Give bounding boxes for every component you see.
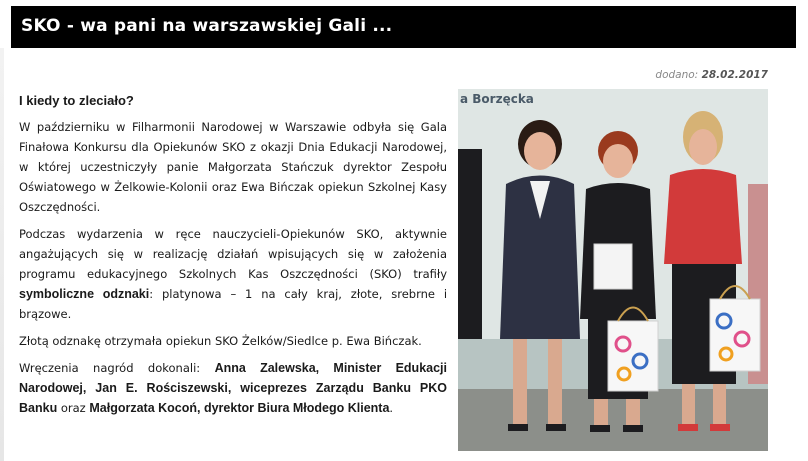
paragraph-2-bold: symboliczne odznaki <box>19 287 150 301</box>
paragraph-2-part-a: Podczas wydarzenia w ręce nauczycieli-Opiekunów SKO, aktywnie angażujących się w realizację działań wpisujących się w założenia programu edukacyjnego Szkolnych Kas Oszczędności (SKO) trafiły <box>19 227 447 281</box>
paragraph-2-part-c: : platynowa – 1 na cały kraj, złote, srebrne i brązowe. <box>19 287 448 321</box>
article-heading: I kiedy to zleciało? <box>19 93 134 108</box>
paragraph-3: Złotą odznakę otrzymała opiekun SKO Żelków/Siedlce p. Ewa Bińczak. <box>19 334 422 348</box>
date-label: dodano: <box>655 69 699 81</box>
date-line <box>655 69 768 81</box>
article-body <box>19 92 447 425</box>
paragraph-4-part-a: Wręczenia nagród dokonali: <box>19 361 215 375</box>
paragraph-4-part-c: oraz <box>57 401 90 415</box>
article-title: SKO - wa pani na warszawskiej Gali ... <box>21 16 393 36</box>
paragraph-1: W październiku w Filharmonii Narodowej w Warszawie odbyła się Gala Finałowa Konkursu dla Opiekunów SKO z okazji Dnia Edukacji Narodowej, w której uczestniczyły panie Małgorzata Stańczuk dyrektor Zespołu Oświatowego w Żelkowie-Kolonii oraz Ewa Bińczak opiekun Szkolnej Kasy Oszczędności. <box>19 120 447 214</box>
photo-illustration <box>458 89 768 451</box>
paragraph-4 <box>19 358 447 418</box>
article-header-bar <box>11 6 796 48</box>
page-left-edge <box>0 48 4 461</box>
photo-banner-text: a Borzęcka <box>460 92 534 106</box>
photo-person-edge-left <box>458 149 482 339</box>
paragraph-4-bold-1: Anna Zalewska, Minister Edukacji Narodowej, Jan E. Rościszewski, wiceprezes Zarządu Banku PKO Banku <box>19 361 447 415</box>
paragraph-4-part-e: . <box>389 401 394 415</box>
article-photo[interactable] <box>458 89 768 451</box>
paragraph-2 <box>19 224 447 324</box>
paragraph-4-bold-2: Małgorzata Kocoń, dyrektor Biura Młodego Klienta <box>89 401 390 415</box>
date-value: 28.02.2017 <box>701 69 768 81</box>
